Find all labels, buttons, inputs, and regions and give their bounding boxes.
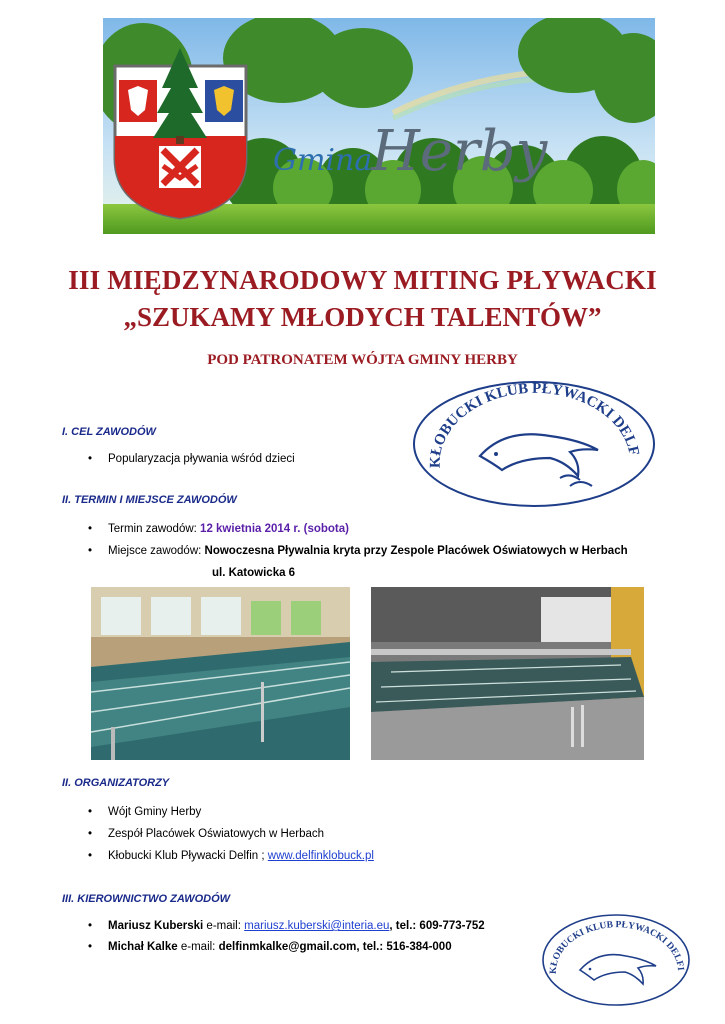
gmina-herby-banner bbox=[103, 18, 655, 234]
section-goal-heading: I. CEL ZAWODÓW bbox=[62, 426, 156, 438]
svg-text:KŁOBUCKI KLUB PŁYWACKI DELFIN: KŁOBUCKI KLUB PŁYWACKI DELFI bbox=[548, 920, 686, 975]
section-management-heading: III. KIEROWNICTWO ZAWODÓW bbox=[62, 893, 231, 905]
pool-photo-2 bbox=[371, 587, 644, 760]
email-link[interactable]: mariusz.kuberski@interia.eu bbox=[244, 920, 390, 932]
svg-text:KŁOBUCKI KLUB PŁYWACKI DELFIN: KŁOBUCKI KLUB PŁYWACKI DELF bbox=[427, 380, 642, 469]
coat-of-arms-icon bbox=[115, 48, 246, 218]
section-organizers-heading: II. ORGANIZATORZY bbox=[62, 777, 170, 789]
patronage-subtitle: POD PATRONATEM WÓJTA GMINY HERBY bbox=[207, 352, 518, 368]
venue-street: ul. Katowicka 6 bbox=[212, 567, 296, 579]
event-venue: Nowoczesna Pływalnia kryta przy Zespole Placówek Oświatowych w Herbach bbox=[204, 545, 628, 557]
svg-text:Herby: Herby bbox=[371, 119, 548, 184]
club-logo bbox=[410, 378, 658, 510]
event-title-line1: III MIĘDZYNARODOWY MITING PŁYWACKI bbox=[68, 265, 657, 295]
email-text: delfinmkalke@gmail.com bbox=[218, 941, 357, 953]
section-term-heading: II. TERMIN I MIEJSCE ZAWODÓW bbox=[62, 494, 237, 506]
pool-photo-1 bbox=[91, 587, 350, 760]
svg-text:Gmina: Gmina bbox=[273, 143, 373, 178]
club-website-link[interactable]: www.delfinklobuck.pl bbox=[267, 850, 374, 862]
event-title-line2: „SZUKAMY MŁODYCH TALENTÓW” bbox=[123, 302, 602, 332]
event-date: 12 kwietnia 2014 r. (sobota) bbox=[200, 523, 349, 535]
club-logo-small bbox=[540, 912, 692, 1008]
